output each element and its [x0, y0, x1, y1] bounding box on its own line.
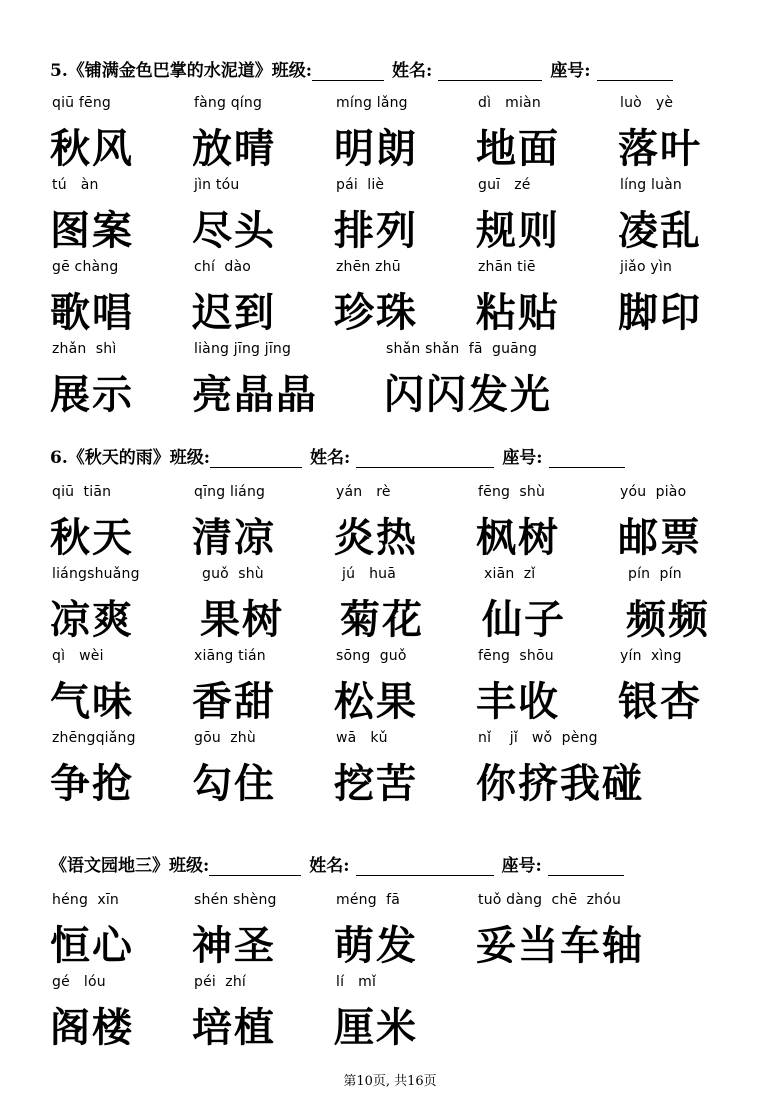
pinyin: luò yè [620, 95, 674, 111]
pinyin: zhǎn shì [52, 341, 117, 357]
pinyin: yín xìng [620, 648, 682, 664]
pinyin: xiān zǐ [484, 566, 536, 582]
pinyin: tú àn [52, 177, 99, 193]
hanzi: 勾住 [192, 760, 276, 807]
pinyin: qiū tiān [52, 484, 112, 500]
hanzi: 凌乱 [618, 207, 702, 254]
pinyin: tuǒ dàng chē zhóu [478, 892, 622, 908]
hanzi: 枫树 [476, 514, 560, 561]
pinyin: jìn tóu [194, 177, 240, 193]
seat-label: 座号: [550, 61, 591, 81]
pinyin: méng fā [336, 892, 401, 908]
hanzi: 落叶 [618, 125, 702, 172]
pinyin: péi zhí [194, 974, 247, 990]
pinyin: zhēn zhū [336, 259, 401, 275]
hanzi: 培植 [192, 1004, 276, 1051]
hanzi: 明朗 [334, 125, 418, 172]
pinyin: pín pín [628, 566, 682, 582]
hanzi: 凉爽 [50, 596, 134, 643]
section-header [50, 444, 633, 468]
pinyin: wā kǔ [336, 730, 388, 746]
name-label: 姓名: [309, 856, 350, 876]
hanzi: 果树 [200, 596, 284, 643]
pinyin: fēng shù [478, 484, 546, 500]
hanzi: 萌发 [334, 922, 418, 969]
hanzi: 挖苦 [334, 760, 418, 807]
pinyin: shén shèng [194, 892, 277, 908]
hanzi: 炎热 [334, 514, 418, 561]
pinyin: míng lǎng [336, 95, 408, 111]
pinyin: pái liè [336, 177, 385, 193]
hanzi: 神圣 [192, 922, 276, 969]
name-blank[interactable] [356, 449, 494, 468]
hanzi: 秋天 [50, 514, 134, 561]
hanzi: 你挤我碰 [476, 760, 644, 807]
hanzi: 气味 [50, 678, 134, 725]
name-blank[interactable] [356, 857, 494, 876]
hanzi: 邮票 [618, 514, 702, 561]
hanzi: 银杏 [618, 678, 702, 725]
section-header [50, 852, 632, 876]
hanzi: 闪闪发光 [384, 371, 552, 418]
pinyin: sōng guǒ [336, 648, 407, 664]
hanzi: 珍珠 [334, 289, 418, 336]
page-footer: 第10页, 共16页 [343, 1074, 437, 1089]
hanzi: 排列 [334, 207, 418, 254]
hanzi: 厘米 [334, 1004, 418, 1051]
hanzi: 粘贴 [476, 289, 560, 336]
class-blank[interactable] [312, 62, 384, 81]
seat-blank[interactable] [597, 62, 673, 81]
hanzi: 恒心 [50, 922, 134, 969]
name-label: 姓名: [392, 61, 433, 81]
pinyin: qì wèi [52, 648, 104, 664]
section-title: 6.《秋天的雨》班级: [50, 448, 211, 468]
pinyin: gē chàng [52, 259, 119, 275]
seat-blank[interactable] [549, 449, 625, 468]
pinyin: qiū fēng [52, 95, 112, 111]
pinyin: jú huā [342, 566, 397, 582]
hanzi: 规则 [476, 207, 560, 254]
pinyin: lí mǐ [336, 974, 377, 990]
hanzi: 争抢 [50, 760, 134, 807]
seat-label: 座号: [502, 448, 543, 468]
pinyin: líng luàn [620, 177, 683, 193]
name-label: 姓名: [310, 448, 351, 468]
section-title: 《语文园地三》班级: [50, 856, 210, 876]
pinyin: gé lóu [52, 974, 106, 990]
hanzi: 地面 [476, 125, 560, 172]
pinyin: guī zé [478, 177, 531, 193]
hanzi: 频频 [626, 596, 710, 643]
pinyin: xiāng tián [194, 648, 266, 664]
pinyin: liàng jīng jīng [194, 341, 292, 357]
hanzi: 清凉 [192, 514, 276, 561]
pinyin: dì miàn [478, 95, 541, 111]
hanzi: 丰收 [476, 678, 560, 725]
hanzi: 迟到 [192, 289, 276, 336]
hanzi: 仙子 [482, 596, 566, 643]
hanzi: 阁楼 [50, 1004, 134, 1051]
hanzi: 展示 [50, 371, 134, 418]
pinyin: qīng liáng [194, 484, 266, 500]
hanzi: 尽头 [192, 207, 276, 254]
hanzi: 妥当车轴 [476, 922, 644, 969]
pinyin: yán rè [336, 484, 391, 500]
hanzi: 菊花 [340, 596, 424, 643]
name-blank[interactable] [438, 62, 542, 81]
pinyin: héng xīn [52, 892, 119, 908]
pinyin: liángshuǎng [52, 566, 140, 582]
pinyin: chí dào [194, 259, 251, 275]
pinyin: zhān tiē [478, 259, 536, 275]
seat-label: 座号: [501, 856, 542, 876]
hanzi: 亮晶晶 [192, 371, 318, 418]
hanzi: 歌唱 [50, 289, 134, 336]
pinyin: fēng shōu [478, 648, 554, 664]
section-header [50, 57, 681, 81]
class-blank[interactable] [209, 857, 301, 876]
pinyin: guǒ shù [202, 566, 264, 582]
hanzi: 图案 [50, 207, 134, 254]
pinyin: zhēngqiǎng [52, 730, 136, 746]
hanzi: 放晴 [192, 125, 276, 172]
pinyin: jiǎo yìn [620, 259, 673, 275]
pinyin: gōu zhù [194, 730, 256, 746]
section-title: 5.《铺满金色巴掌的水泥道》班级: [50, 61, 313, 81]
seat-blank[interactable] [548, 857, 624, 876]
hanzi: 松果 [334, 678, 418, 725]
hanzi: 香甜 [192, 678, 276, 725]
pinyin: shǎn shǎn fā guāng [386, 341, 538, 357]
pinyin: nǐ jǐ wǒ pèng [478, 730, 598, 746]
pinyin: yóu piào [620, 484, 687, 500]
hanzi: 秋风 [50, 125, 134, 172]
class-blank[interactable] [210, 449, 302, 468]
pinyin: fàng qíng [194, 95, 263, 111]
hanzi: 脚印 [618, 289, 702, 336]
